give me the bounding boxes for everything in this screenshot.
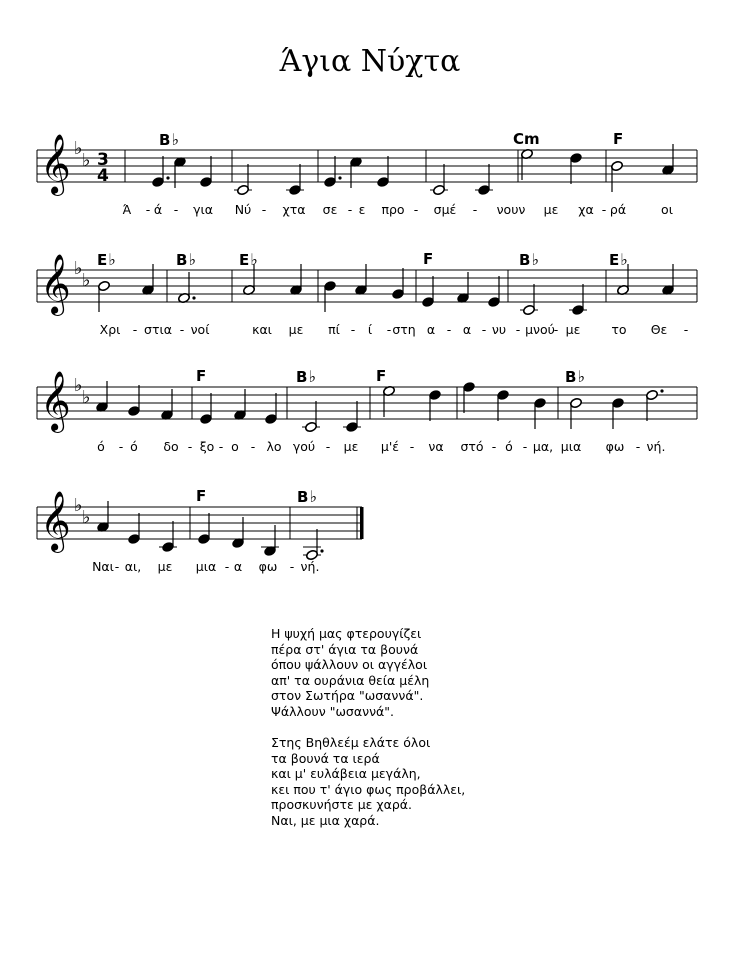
verse-line: Η ψυχή μας φτερουγίζει: [271, 626, 422, 641]
lyric-syllable: Ναι: [92, 559, 114, 574]
chord-accidental: ♭: [108, 250, 116, 269]
chord-root: F: [423, 250, 434, 268]
chord-root: E: [97, 251, 108, 269]
lyric-syllable: νή.: [300, 559, 320, 574]
treble-clef: 𝄞: [40, 371, 71, 431]
lyric-syllable: ό: [505, 439, 513, 454]
chord-symbol: [159, 130, 179, 149]
lyric-syllable: πί: [328, 322, 340, 337]
lyric-syllable: -: [325, 439, 331, 454]
lyric-syllable: να: [428, 439, 444, 454]
chord-accidental: ♭: [250, 250, 258, 269]
flat-sign: ♭: [74, 138, 83, 159]
lyric-syllable: ε: [358, 202, 366, 217]
lyric-syllable: -: [114, 559, 120, 574]
augmentation-dot: [320, 549, 323, 552]
treble-clef: 𝄞: [40, 254, 71, 314]
lyric-syllable: στό: [460, 439, 484, 454]
lyric-syllable: α: [462, 322, 472, 337]
final-barline: [360, 507, 364, 539]
lyric-syllable: νοί: [190, 322, 210, 337]
verse-line: προσκυνήστε με χαρά.: [271, 797, 413, 812]
chord-symbol: [297, 487, 317, 506]
verse-line: στον Σωτήρα "ωσαννά".: [271, 688, 424, 703]
lyric-syllable: Θε: [650, 322, 668, 337]
lyric-syllable: χτα: [282, 202, 306, 217]
chord-accidental: ♭: [620, 250, 628, 269]
lyric-syllable: στια: [144, 322, 172, 337]
chord-root: B: [297, 488, 309, 506]
chord-symbol: [513, 130, 540, 148]
chord-accidental: ♭: [577, 367, 585, 386]
lyric-syllable: γού: [292, 439, 316, 454]
augmentation-dot: [660, 389, 663, 392]
lyric-syllable: οι: [661, 202, 673, 217]
lyric-syllable: νουν: [496, 202, 526, 217]
chord-root: B: [519, 251, 531, 269]
lyric-syllable: μια: [195, 559, 217, 574]
lyric-syllable: -: [386, 322, 392, 337]
lyric-syllable: και: [252, 322, 272, 337]
flat-sign: ♭: [82, 270, 91, 291]
lyric-syllable: Νύ: [234, 202, 252, 217]
verse-line: Ψάλλουν "ωσαννά".: [271, 703, 395, 719]
verse-line: Στης Βηθλεέμ ελάτε όλοι: [271, 735, 431, 750]
chord-root: E: [609, 251, 620, 269]
chord-root: F: [196, 367, 207, 385]
chord-accidental: ♭: [188, 250, 196, 269]
lyric-syllable: -: [350, 322, 356, 337]
lyric-syllable: -: [187, 439, 193, 454]
lyric-syllable: α: [233, 559, 243, 574]
verse-line: απ' τα ουράνια θεία μέλη: [271, 672, 430, 688]
lyric-syllable: με: [288, 322, 304, 337]
verse-line: πέρα στ' άγια τα βουνά: [271, 641, 419, 657]
lyric-syllable: με: [343, 439, 359, 454]
chord-accidental: ♭: [171, 130, 179, 149]
flat-sign: ♭: [82, 150, 91, 171]
lyric-syllable: -: [118, 439, 124, 454]
lyric-syllable: προ: [381, 202, 405, 217]
lyric-syllable: νή.: [646, 439, 666, 454]
song-title: Άγια Νύχτα: [279, 44, 461, 79]
chord-symbol: [296, 367, 316, 386]
verse-line: και μ' ευλάβεια μεγάλη,: [271, 766, 421, 781]
lyric-syllable: με: [543, 202, 559, 217]
lyric-syllable: -: [515, 322, 521, 337]
lyric-syllable: το: [611, 322, 627, 337]
lyric-syllable: ό: [97, 439, 105, 454]
chord-root: F: [196, 487, 207, 505]
chord-symbol: [239, 250, 258, 269]
lyric-syllable: α: [426, 322, 436, 337]
lyric-syllable: νυ: [491, 322, 507, 337]
flat-sign: ♭: [74, 258, 83, 279]
lyric-syllable: ί: [367, 322, 373, 337]
lyric-syllable: -: [347, 202, 353, 217]
lyric-syllable: μ'έ: [380, 439, 400, 454]
lyric-syllable: -: [218, 439, 224, 454]
treble-clef: 𝄞: [40, 491, 71, 551]
chord-root: B: [159, 131, 171, 149]
chord-root: F: [376, 367, 387, 385]
lyric-syllable: ο: [231, 439, 239, 454]
time-signature-bottom: 4: [97, 166, 109, 186]
chord-symbol: [613, 130, 623, 148]
lyric-syllable: -: [173, 202, 179, 217]
chord-symbol: [176, 250, 196, 269]
lyric-syllable: -: [522, 439, 528, 454]
lyric-syllable: -: [145, 202, 151, 217]
chord-root: Cm: [513, 130, 540, 148]
flat-sign: ♭: [82, 387, 91, 408]
lyric-syllable: με: [157, 559, 173, 574]
augmentation-dot: [338, 176, 341, 179]
verse-line: κει που τ' άγιο φως προβάλλει,: [271, 781, 466, 797]
lyric-syllable: ξο: [199, 439, 215, 454]
chord-symbol: [519, 250, 539, 269]
lyric-syllable: μνού: [525, 322, 555, 337]
verse-line: όπου ψάλλουν οι αγγέλοι: [271, 657, 428, 672]
chord-symbol: [565, 367, 585, 386]
flat-sign: ♭: [74, 495, 83, 516]
verse-line: τα βουνά τα ιερά: [271, 750, 380, 766]
lyric-syllable: -: [413, 202, 419, 217]
chord-symbol: [609, 250, 628, 269]
lyric-syllable: -: [491, 439, 497, 454]
chord-root: B: [296, 368, 308, 386]
lyric-syllable: -: [250, 439, 256, 454]
treble-clef: 𝄞: [40, 134, 71, 194]
lyric-syllable: φω: [605, 439, 625, 454]
lyric-syllable: για: [193, 202, 213, 217]
lyric-syllable: αι,: [124, 559, 142, 574]
lyric-syllable: -: [261, 202, 267, 217]
lyric-syllable: -: [683, 322, 689, 337]
chord-root: E: [239, 251, 250, 269]
lyric-syllable: Ά: [122, 202, 132, 217]
flat-sign: ♭: [82, 507, 91, 528]
time-signature-top: 3: [97, 150, 109, 170]
chord-root: B: [565, 368, 577, 386]
lyric-syllable: -: [601, 202, 607, 217]
chord-root: F: [613, 130, 624, 148]
verse-1: [271, 626, 429, 719]
augmentation-dot: [192, 296, 195, 299]
lyric-syllable: μα,: [532, 439, 554, 454]
chord-accidental: ♭: [531, 250, 539, 269]
lyric-syllable: φω: [258, 559, 278, 574]
lyric-syllable: λο: [266, 439, 282, 454]
lyric-syllable: -: [446, 322, 452, 337]
chord-symbol: [97, 250, 116, 269]
augmentation-dot: [166, 176, 169, 179]
lyric-syllable: -: [289, 559, 295, 574]
lyric-syllable: -: [409, 439, 415, 454]
lyric-syllable: -: [179, 322, 185, 337]
chord-symbol: [196, 487, 206, 505]
lyric-syllable: ό: [130, 439, 138, 454]
verse-2: [271, 735, 465, 828]
chord-accidental: ♭: [308, 367, 316, 386]
lyric-syllable: χα: [578, 202, 594, 217]
lyric-syllable: -: [481, 322, 487, 337]
chord-symbol: [376, 367, 386, 385]
lyric-syllable: -: [553, 322, 559, 337]
lyric-syllable: -: [132, 322, 138, 337]
chord-symbol: [423, 250, 433, 268]
flat-sign: ♭: [74, 375, 83, 396]
chord-symbol: [196, 367, 206, 385]
lyric-syllable: στη: [392, 322, 416, 337]
lyric-syllable: Χρι: [99, 322, 121, 337]
lyric-syllable: -: [472, 202, 478, 217]
lyric-syllable: σε: [322, 202, 338, 217]
lyric-syllable: -: [224, 559, 230, 574]
lyric-syllable: με: [565, 322, 581, 337]
lyric-syllable: ά: [153, 202, 163, 217]
chord-accidental: ♭: [309, 487, 317, 506]
verse-line: Ναι, με μια χαρά.: [271, 812, 380, 828]
lyric-syllable: δο: [163, 439, 179, 454]
lyric-syllable: ρά: [609, 202, 627, 217]
lyric-syllable: μια: [560, 439, 582, 454]
lyric-syllable: -: [635, 439, 641, 454]
chord-root: B: [176, 251, 188, 269]
lyric-syllable: σμέ: [433, 202, 457, 217]
